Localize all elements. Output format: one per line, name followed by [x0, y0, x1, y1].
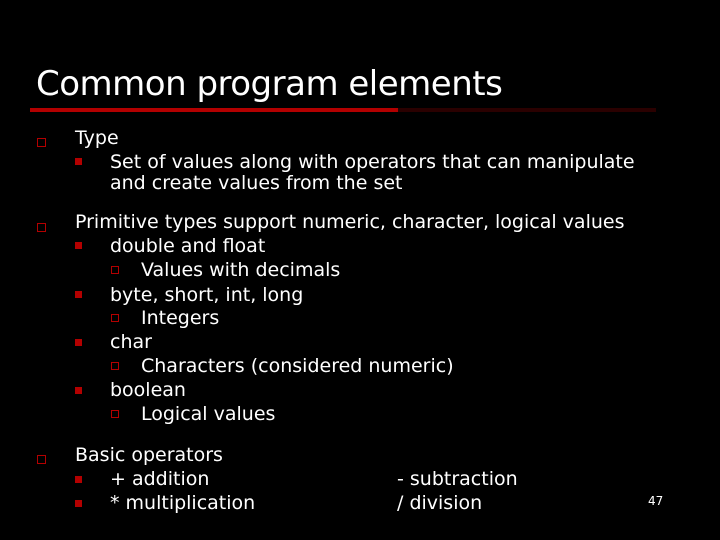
- page-number: 47: [648, 494, 664, 508]
- primitive-boolean-detail: Logical values: [141, 403, 276, 425]
- filled-square-icon: [75, 291, 82, 298]
- hollow-square-icon: [111, 314, 119, 322]
- hollow-square-icon: [37, 138, 46, 147]
- operator-division: / division: [397, 492, 483, 514]
- hollow-square-icon: [111, 410, 119, 418]
- primitive-double-float-detail: Values with decimals: [141, 259, 341, 281]
- operator-addition: + addition: [110, 468, 210, 490]
- bullet-type-heading: Type: [75, 127, 119, 149]
- filled-square-icon: [75, 339, 82, 346]
- filled-square-icon: [75, 500, 82, 507]
- title-underline-faded: [398, 108, 656, 112]
- operator-multiplication: * multiplication: [110, 492, 256, 514]
- filled-square-icon: [75, 387, 82, 394]
- primitive-double-float: double and float: [110, 235, 266, 257]
- filled-square-icon: [75, 476, 82, 483]
- hollow-square-icon: [37, 223, 46, 232]
- primitive-integers-detail: Integers: [141, 307, 220, 329]
- filled-square-icon: [75, 242, 82, 249]
- primitive-integers: byte, short, int, long: [110, 284, 304, 306]
- primitive-char: char: [110, 331, 152, 353]
- primitive-boolean: boolean: [110, 379, 186, 401]
- type-description-line-1: Set of values along with operators that can manipulate: [110, 151, 635, 173]
- operator-subtraction: - subtraction: [397, 468, 518, 490]
- filled-square-icon: [75, 158, 82, 165]
- bullet-primitive-heading: Primitive types support numeric, character, logical values: [75, 211, 625, 233]
- hollow-square-icon: [111, 362, 119, 370]
- title-underline: [30, 108, 398, 112]
- primitive-char-detail: Characters (considered numeric): [141, 355, 454, 377]
- type-description-line-2: and create values from the set: [110, 172, 403, 194]
- hollow-square-icon: [111, 266, 119, 274]
- slide-title: Common program elements: [36, 64, 503, 104]
- hollow-square-icon: [37, 455, 46, 464]
- bullet-operators-heading: Basic operators: [75, 444, 223, 466]
